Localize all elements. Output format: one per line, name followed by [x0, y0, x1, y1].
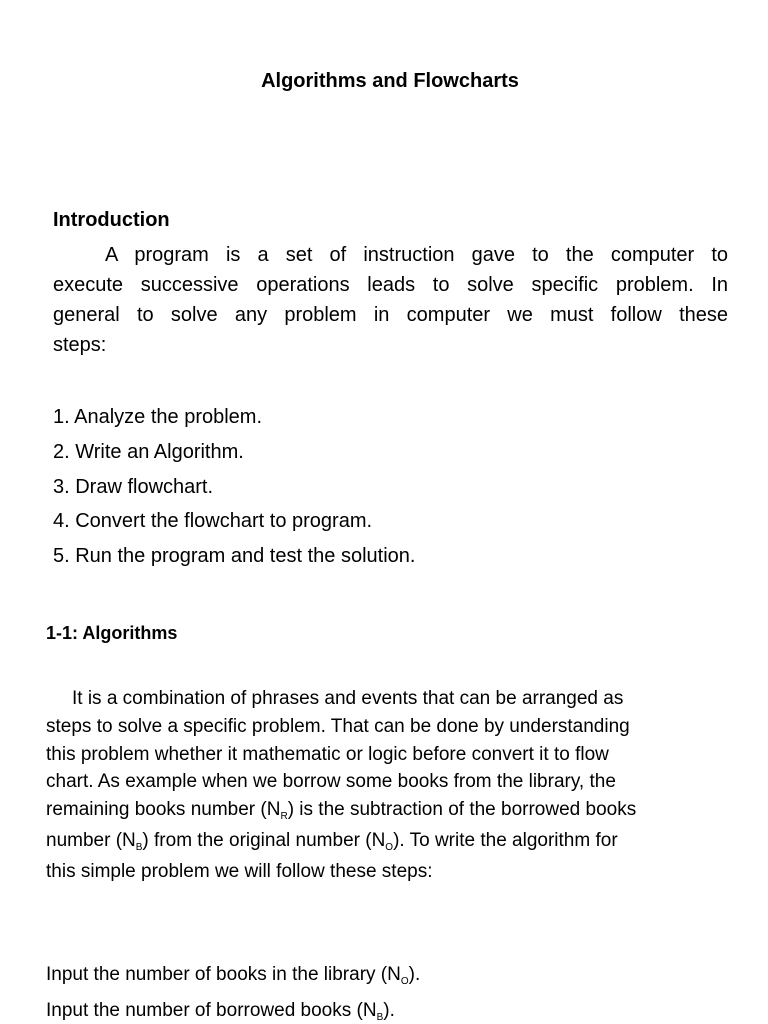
text-run: ). To write the algorithm for	[393, 829, 618, 851]
problem-solving-steps-list	[53, 400, 415, 574]
algorithms-line: It is a combination of phrases and events that can be arranged as	[72, 688, 624, 709]
step-item: 2. Write an Algorithm.	[53, 440, 244, 463]
text-run: number (N	[46, 829, 136, 851]
document-title: Algorithms and Flowcharts	[261, 70, 519, 92]
introduction-line: general to solve any problem in computer we must follow these	[53, 304, 728, 326]
text-run: ).	[383, 999, 395, 1021]
introduction-paragraph	[53, 240, 728, 360]
text-run: remaining books number (N	[46, 799, 281, 821]
input-step-line	[46, 993, 420, 1024]
input-steps	[46, 957, 420, 1024]
algorithms-line	[46, 796, 636, 824]
algorithms-line	[46, 827, 636, 855]
text-run: ) is the subtraction of the borrowed books	[287, 799, 637, 821]
subscript: R	[280, 811, 288, 823]
subscript: B	[376, 1011, 384, 1023]
introduction-heading: Introduction	[53, 209, 170, 231]
subscript: O	[385, 841, 394, 853]
introduction-line: steps:	[53, 334, 107, 356]
introduction-line: A program is a set of instruction gave to the computer to	[105, 244, 728, 266]
algorithms-line: chart. As example when we borrow some books from the library, the	[46, 771, 616, 793]
step-item: 3. Draw flowchart.	[53, 475, 214, 498]
introduction-line: execute successive operations leads to solve specific problem. In	[53, 274, 728, 296]
step-item: 1. Analyze the problem.	[53, 406, 263, 428]
text-run: ).	[408, 964, 421, 985]
algorithms-line: steps to solve a specific problem. That can be done by understanding	[46, 715, 630, 737]
step-item: 4. Convert the flowchart to program.	[53, 510, 373, 533]
algorithms-section-heading: 1-1: Algorithms	[46, 623, 178, 643]
algorithms-paragraph	[46, 685, 636, 886]
input-step-line	[46, 957, 420, 993]
text-run: Input the number of books in the library (N	[46, 964, 401, 985]
step-item: 5. Run the program and test the solution.	[53, 545, 416, 568]
text-run: ) from the original number (N	[142, 829, 386, 851]
text-run: Input the number of borrowed books (N	[46, 999, 377, 1021]
subscript: O	[400, 976, 409, 987]
algorithms-line: this problem whether it mathematic or logic before convert it to flow	[46, 743, 609, 765]
algorithms-line: this simple problem we will follow these steps:	[46, 860, 433, 882]
subscript: B	[135, 841, 143, 853]
